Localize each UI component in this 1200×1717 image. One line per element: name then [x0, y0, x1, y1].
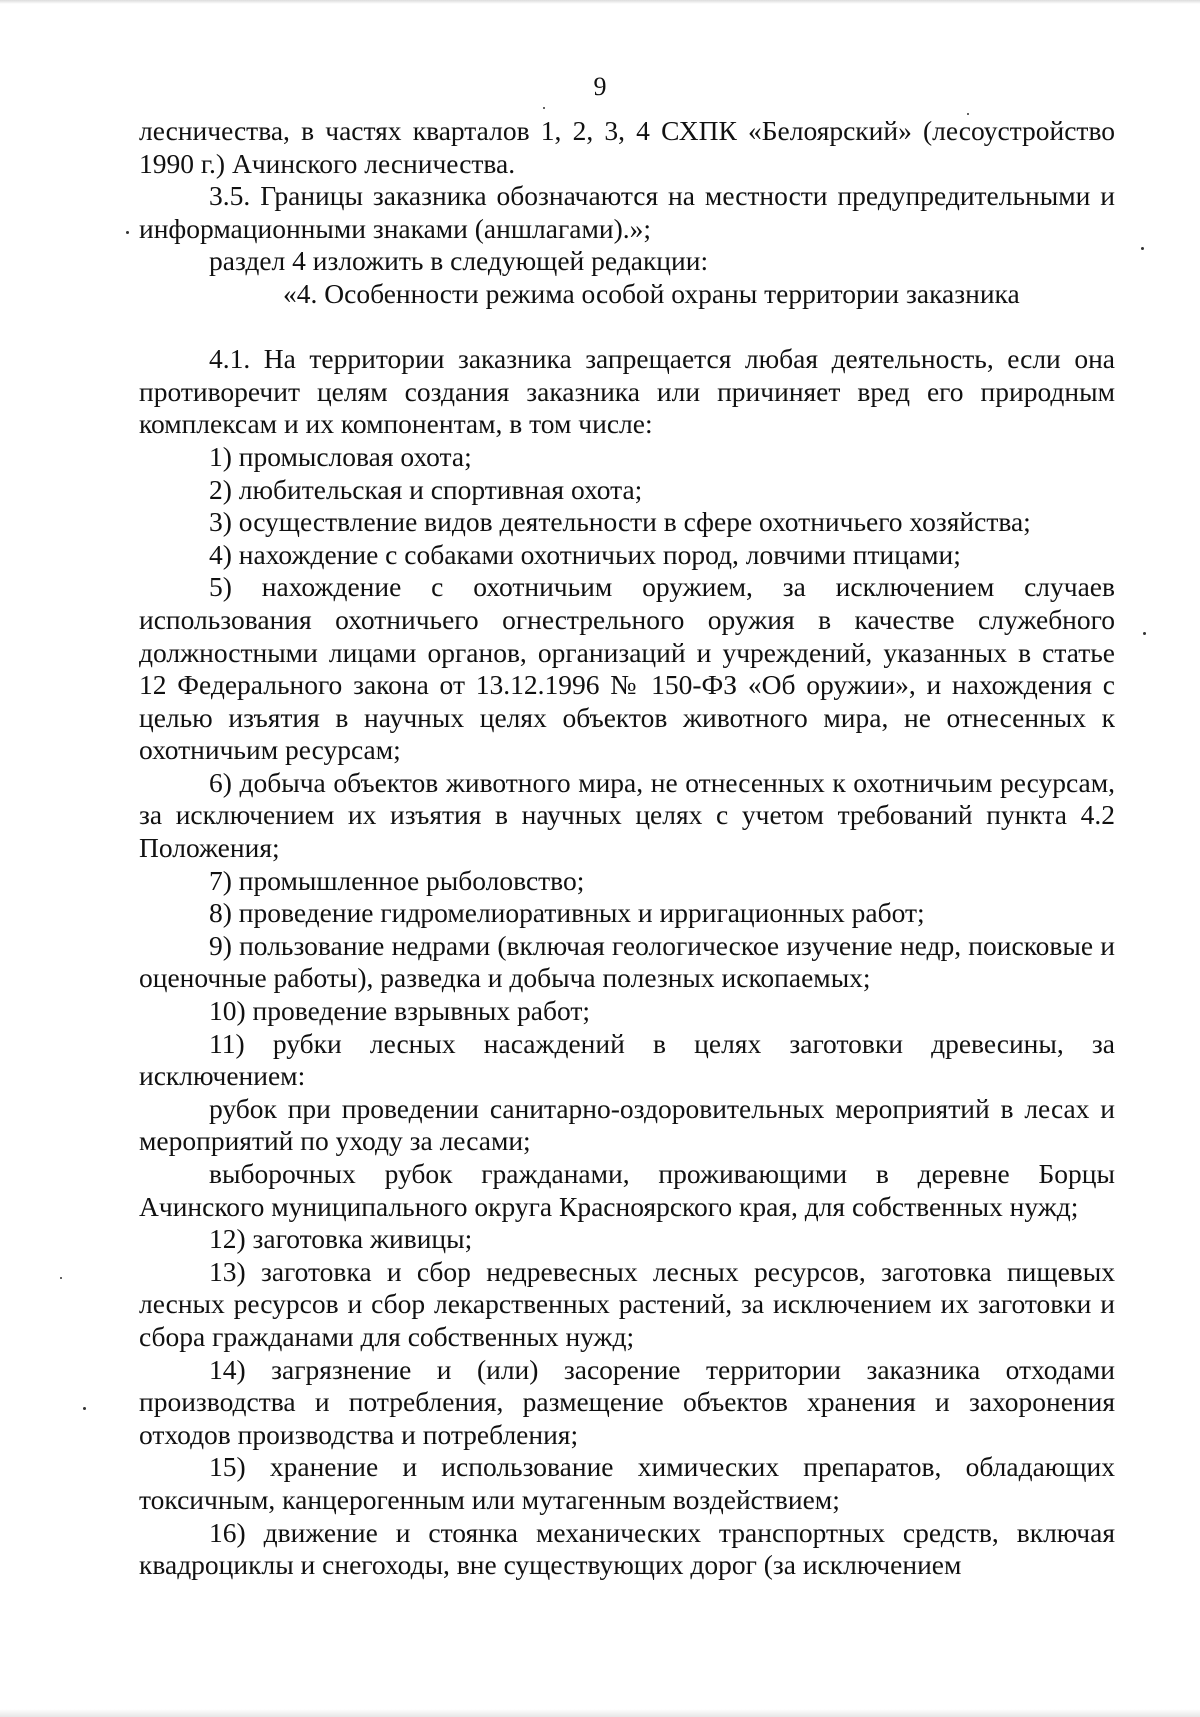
scan-speck	[967, 113, 969, 115]
paragraph: 5) нахождение с охотничьим оружием, за исключением случаев использования охотничьего огнестрельного оружия в качестве служебного должностными лицами органов, организаций и учреждений, указанных в статье 12 Федерального закона от 13.12.1996 № 150-ФЗ «Об оружии», и нахождения с целью изъятия в научных целях объектов животного мира, не отнесенных к охотничьим ресурсам;	[139, 571, 1115, 766]
paragraph: 15) хранение и использование химических препаратов, обладающих токсичным, канцерогенным или мутагенным воздействием;	[139, 1451, 1115, 1515]
scan-speck	[83, 1407, 86, 1410]
paragraph: 4.1. На территории заказника запрещается любая деятельность, если она противоречит целям создания заказника или причиняет вред его природным комплексам и их компонентам, в том числе:	[139, 343, 1115, 440]
paragraph: 16) движение и стоянка механических транспортных средств, включая квадроциклы и снегоходы, вне существующих дорог (за исключением	[139, 1516, 1115, 1581]
paragraph: 3.5. Границы заказника обозначаются на местности предупредительными и информационными знаками (аншлагами).»;	[139, 180, 1115, 244]
paragraph: рубок при проведении санитарно-оздоровительных мероприятий в лесах и мероприятий по уходу за лесами;	[139, 1092, 1115, 1157]
paragraph: 13) заготовка и сбор недревесных лесных ресурсов, заготовка пищевых лесных ресурсов и сбор лекарственных растений, за исключением их заготовки и сбора гражданами для собственных нужд;	[139, 1255, 1115, 1352]
document-body	[139, 115, 1115, 1582]
paragraph: 12) заготовка живицы;	[209, 1223, 473, 1255]
scan-bottom-edge	[0, 1709, 1200, 1717]
paragraph: раздел 4 изложить в следующей редакции:	[209, 245, 709, 277]
scan-speck	[60, 1277, 62, 1279]
page-number: 9	[593, 72, 607, 101]
paragraph: выборочных рубок гражданами, проживающими в деревне Борцы Ачинского муниципального округа Красноярского края, для собственных нужд;	[139, 1158, 1115, 1222]
paragraph: 11) рубки лесных насаждений в целях заготовки древесины, за исключением:	[139, 1027, 1115, 1092]
scan-speck	[543, 107, 545, 109]
paragraph: 1) промысловая охота;	[209, 440, 472, 472]
paragraph: 6) добыча объектов животного мира, не отнесенных к охотничьим ресурсам, за исключением их изъятия в научных целях с учетом требований пункта 4.2 Положения;	[139, 766, 1115, 864]
paragraph: 4) нахождение с собаками охотничьих пород, ловчими птицами;	[209, 538, 961, 570]
paragraph-spacer	[139, 311, 1115, 344]
paragraph: 8) проведение гидромелиоративных и ирригационных работ;	[209, 897, 925, 929]
scan-top-edge	[0, 0, 1200, 4]
scan-speck	[1141, 247, 1144, 250]
paragraph: 14) загрязнение и (или) засорение территории заказника отходами производства и потребления, размещение объектов хранения и захоронения отходов производства и потребления;	[139, 1353, 1115, 1450]
paragraph: 7) промышленное рыболовство;	[209, 864, 585, 896]
paragraph: 3) осуществление видов деятельности в сфере охотничьего хозяйства;	[209, 506, 1031, 538]
paragraph: 10) проведение взрывных работ;	[209, 995, 590, 1027]
scan-speck	[126, 231, 129, 234]
scan-speck	[1143, 632, 1146, 635]
paragraph: 2) любительская и спортивная охота;	[209, 473, 643, 505]
section-heading: «4. Особенности режима особой охраны территории заказника	[283, 277, 1020, 309]
paragraph: лесничества, в частях кварталов 1, 2, 3, 4 СХПК «Белоярский» (лесоустройство 1990 г.) Ачинского лесничества.	[139, 115, 1115, 179]
paragraph: 9) пользование недрами (включая геологическое изучение недр, поисковые и оценочные работы), разведка и добыча полезных ископаемых;	[139, 929, 1115, 994]
